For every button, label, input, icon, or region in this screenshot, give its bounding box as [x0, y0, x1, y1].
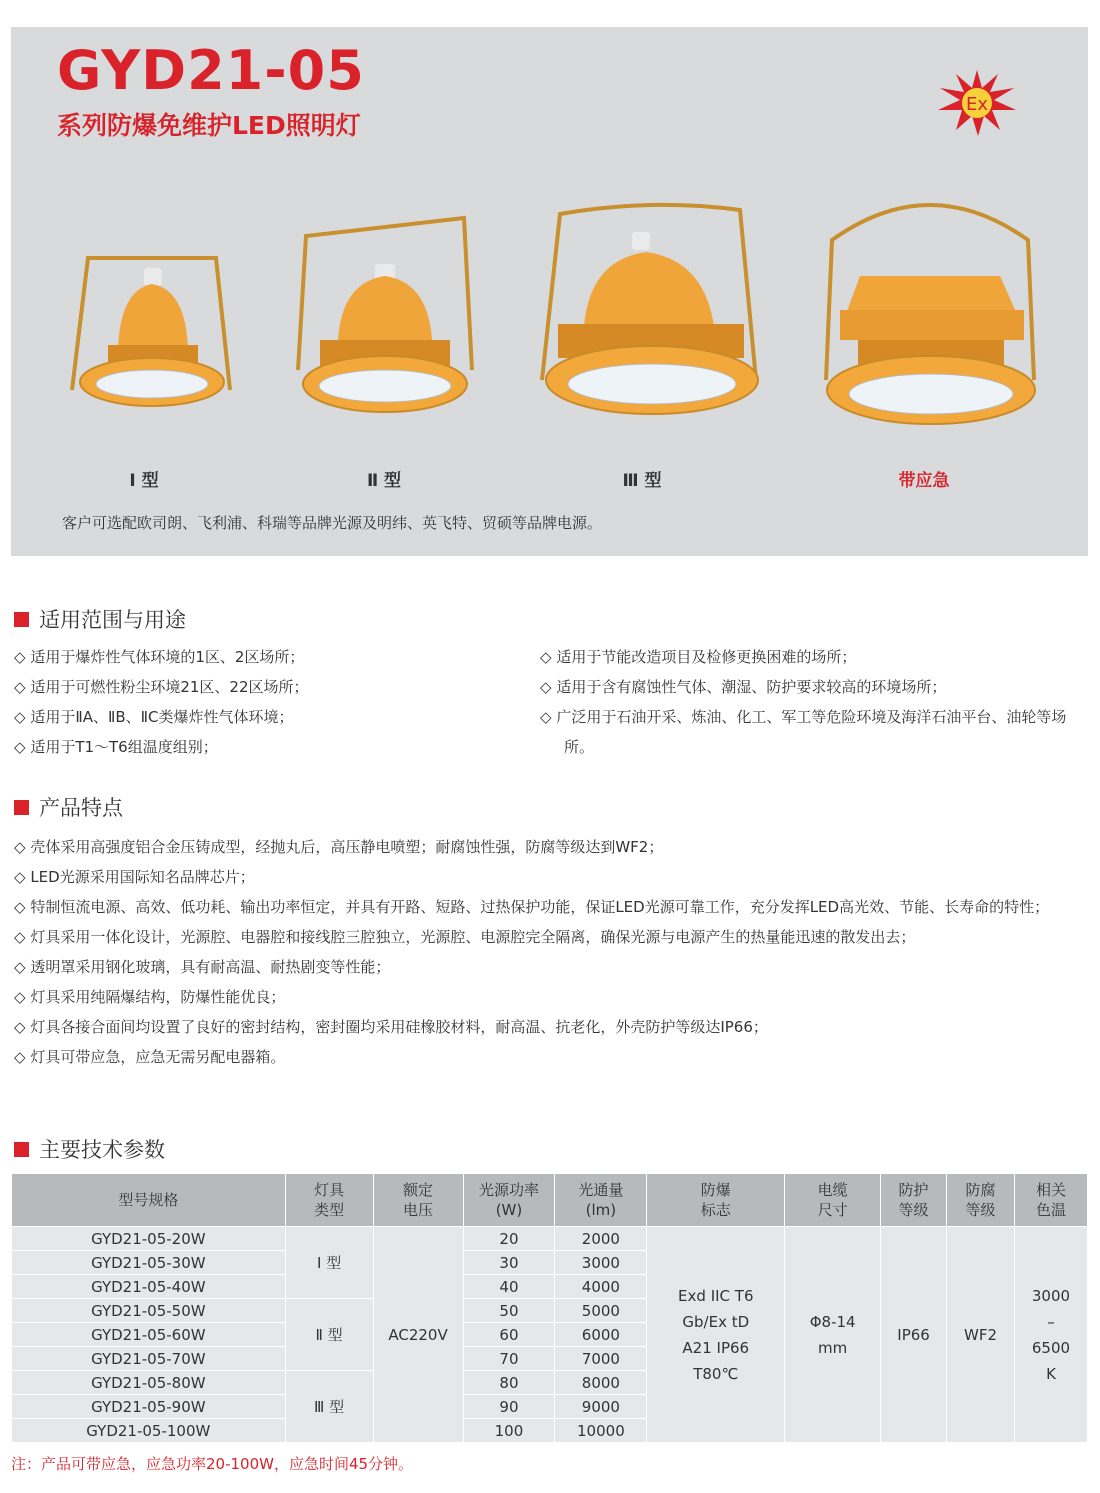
header-wf: 防腐 等级	[947, 1174, 1015, 1227]
footnote: 注：产品可带应急，应急功率20-100W，应急时间45分钟。	[11, 1455, 414, 1473]
cell-flux: 3000	[555, 1251, 647, 1275]
section-marker-icon	[14, 800, 29, 815]
cell-type: Ⅱ 型	[285, 1299, 373, 1371]
cell-voltage: AC220V	[373, 1227, 463, 1443]
section-marker-icon	[14, 1142, 29, 1157]
hero-note: 客户可选配欧司朗、飞利浦、科瑞等品牌光源及明纬、英飞特、贸硕等品牌电源。	[62, 514, 603, 532]
header-flux: 光通量 (lm)	[555, 1174, 647, 1227]
section-usage-label: 适用范围与用途	[39, 608, 186, 632]
ex-badge-icon	[938, 70, 1016, 136]
cell-power: 80	[463, 1371, 555, 1395]
lamp-type-1-icon	[68, 180, 236, 450]
list-item: ◇ LED光源采用国际知名品牌芯片；	[14, 862, 1092, 892]
list-item: ◇ 适用于ⅡA、ⅡB、ⅡC类爆炸性气体环境；	[14, 702, 514, 732]
cell-power: 30	[463, 1251, 555, 1275]
list-item: ◇ 灯具各接合面间均设置了良好的密封结构，密封圈均采用硅橡胶材料，耐高温、抗老化，外壳防护等级达IP66；	[14, 1012, 1092, 1042]
list-item: ◇ 适用于含有腐蚀性气体、潮湿、防护要求较高的环境场所；	[540, 672, 1090, 702]
section-usage-title	[14, 604, 186, 634]
header-type: 灯具 类型	[285, 1174, 373, 1227]
cell-power: 100	[463, 1419, 555, 1443]
cell-cable: Φ8-14 mm	[785, 1227, 881, 1443]
section-specs-title	[14, 1134, 165, 1164]
spec-table	[11, 1173, 1088, 1443]
cell-type: Ⅰ 型	[285, 1227, 373, 1299]
list-item: ◇ 适用于T1～T6组温度组别；	[14, 732, 514, 762]
list-item: ◇ 灯具采用纯隔爆结构，防爆性能优良；	[14, 982, 1092, 1012]
cell-flux: 5000	[555, 1299, 647, 1323]
lamp-emergency-icon	[820, 180, 1042, 450]
cell-flux: 7000	[555, 1347, 647, 1371]
cell-model: GYD21-05-40W	[12, 1275, 286, 1299]
header-ex-mark: 防爆 标志	[647, 1174, 785, 1227]
lamp-label-type-3: Ⅲ 型	[622, 471, 662, 491]
header-model: 型号规格	[12, 1174, 286, 1227]
product-subtitle: 系列防爆免维护LED照明灯	[57, 111, 361, 140]
cell-ex-mark: Exd IIC T6 Gb/Ex tD A21 IP66 T80℃	[647, 1227, 785, 1443]
list-item: ◇ 适用于爆炸性气体环境的1区、2区场所；	[14, 642, 514, 672]
cell-model: GYD21-05-70W	[12, 1347, 286, 1371]
features-list	[14, 832, 1092, 1072]
cell-model: GYD21-05-60W	[12, 1323, 286, 1347]
cell-cct: 3000 – 6500 K	[1014, 1227, 1087, 1443]
spec-header-row	[12, 1174, 1088, 1227]
lamp-label-type-1: Ⅰ 型	[129, 471, 159, 491]
section-features-title	[14, 792, 123, 822]
list-item: ◇ 适用于节能改造项目及检修更换困难的场所；	[540, 642, 1090, 672]
cell-model: GYD21-05-90W	[12, 1395, 286, 1419]
cell-wf: WF2	[947, 1227, 1015, 1443]
cell-flux: 8000	[555, 1371, 647, 1395]
cell-type: Ⅲ 型	[285, 1371, 373, 1443]
lamp-type-3-icon	[536, 180, 768, 450]
cell-power: 40	[463, 1275, 555, 1299]
list-item: ◇ 广泛用于石油开采、炼油、化工、军工等危险环境及海洋石油平台、油轮等场所。	[540, 702, 1090, 762]
usage-list-left	[14, 642, 514, 762]
cell-flux: 10000	[555, 1419, 647, 1443]
cell-model: GYD21-05-100W	[12, 1419, 286, 1443]
cell-power: 60	[463, 1323, 555, 1347]
header-power: 光源功率 (W)	[463, 1174, 555, 1227]
cell-model: GYD21-05-20W	[12, 1227, 286, 1251]
lamp-label-emergency: 带应急	[898, 471, 950, 491]
cell-power: 70	[463, 1347, 555, 1371]
header-cable: 电缆 尺寸	[785, 1174, 881, 1227]
section-marker-icon	[14, 612, 29, 627]
section-specs-label: 主要技术参数	[39, 1138, 165, 1162]
list-item: ◇ 灯具可带应急，应急无需另配电器箱。	[14, 1042, 1092, 1072]
cell-power: 20	[463, 1227, 555, 1251]
table-row	[12, 1227, 1088, 1251]
cell-flux: 9000	[555, 1395, 647, 1419]
list-item: ◇ 透明罩采用钢化玻璃，具有耐高温、耐热剧变等性能；	[14, 952, 1092, 982]
cell-model: GYD21-05-30W	[12, 1251, 286, 1275]
lamp-label-type-2: Ⅱ 型	[366, 471, 402, 491]
usage-list-right	[540, 642, 1090, 762]
cell-flux: 6000	[555, 1323, 647, 1347]
list-item: ◇ 特制恒流电源、高效、低功耗、输出功率恒定，并具有开路、短路、过热保护功能，保证LED光源可靠工作，充分发挥LED高光效、节能、长寿命的特性；	[14, 892, 1092, 922]
section-features-label: 产品特点	[39, 796, 123, 820]
list-item: ◇ 适用于可燃性粉尘环境21区、22区场所；	[14, 672, 514, 702]
cell-flux: 2000	[555, 1227, 647, 1251]
product-title: GYD21-05	[57, 39, 365, 102]
cell-power: 50	[463, 1299, 555, 1323]
header-voltage: 额定 电压	[373, 1174, 463, 1227]
cell-ip: IP66	[881, 1227, 947, 1443]
list-item: ◇ 灯具采用一体化设计，光源腔、电器腔和接线腔三腔独立，光源腔、电源腔完全隔离，确保光源与电源产生的热量能迅速的散发出去；	[14, 922, 1092, 952]
cell-model: GYD21-05-50W	[12, 1299, 286, 1323]
header-ip: 防护 等级	[881, 1174, 947, 1227]
cell-model: GYD21-05-80W	[12, 1371, 286, 1395]
cell-flux: 4000	[555, 1275, 647, 1299]
header-cct: 相关 色温	[1014, 1174, 1087, 1227]
cell-power: 90	[463, 1395, 555, 1419]
ex-badge-text: Ex	[965, 94, 989, 115]
list-item: ◇ 壳体采用高强度铝合金压铸成型，经抛丸后，高压静电喷塑；耐腐蚀性强，防腐等级达到WF2；	[14, 832, 1092, 862]
lamp-type-2-icon	[292, 180, 478, 450]
